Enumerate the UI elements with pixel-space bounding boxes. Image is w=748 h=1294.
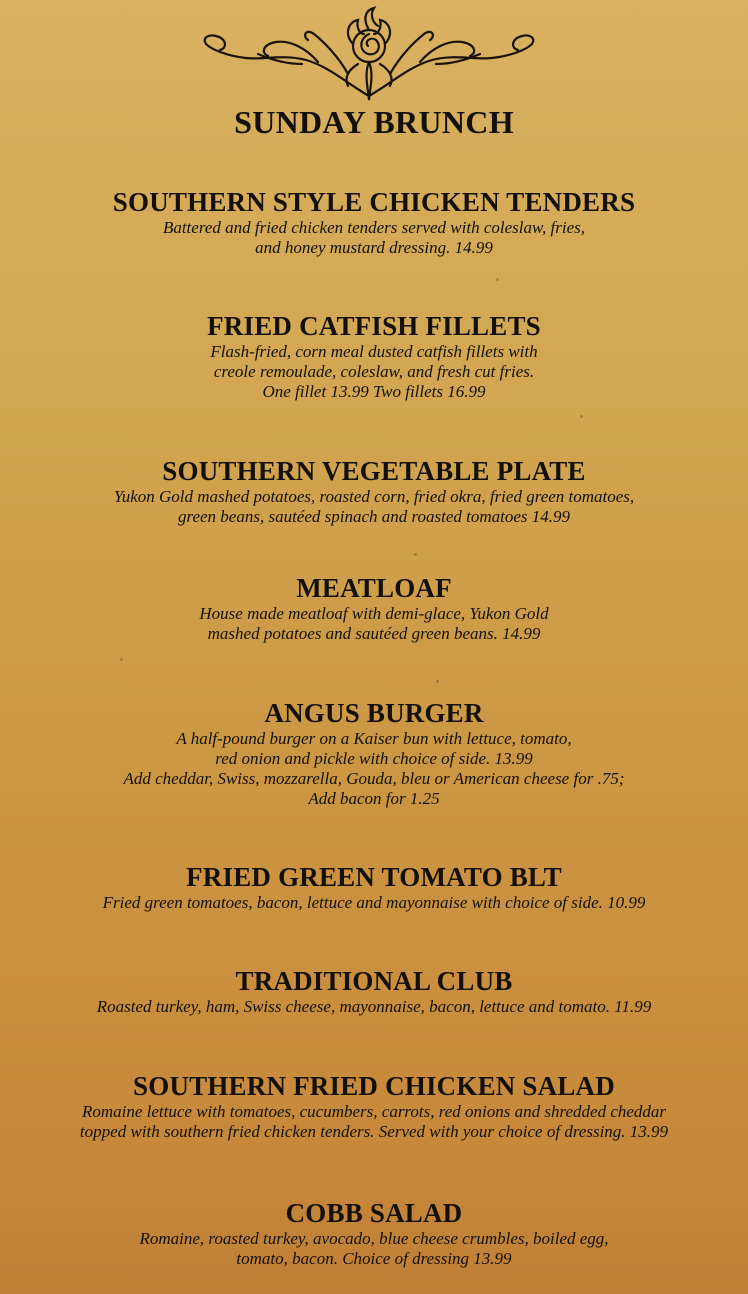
menu-item-description: Battered and fried chicken tenders served with coleslaw, fries, and honey mustard dressing. 14.99	[162, 218, 586, 257]
menu-item	[0, 1197, 748, 1269]
paper-speck	[580, 415, 583, 418]
menu-item-description: Roasted turkey, ham, Swiss cheese, mayonnaise, bacon, lettuce and tomato. 11.99	[96, 997, 652, 1016]
menu-item-description: Romaine lettuce with tomatoes, cucumbers, carrots, red onions and shredded cheddar topped with southern fried chicken tenders. Served with your choice of dressing. 13.99	[79, 1102, 669, 1141]
menu-item-name: MEATLOAF	[296, 573, 452, 603]
menu-item-name: ANGUS BURGER	[264, 698, 484, 728]
menu-item-name: FRIED CATFISH FILLETS	[207, 311, 541, 341]
menu-item	[0, 861, 748, 913]
menu-item-name: SOUTHERN FRIED CHICKEN SALAD	[133, 1071, 615, 1101]
menu-item	[0, 697, 748, 809]
floral-ornament-icon	[198, 4, 540, 108]
menu-item-description: Yukon Gold mashed potatoes, roasted corn, fried okra, fried green tomatoes, green beans, sautéed spinach and roasted tomatoes 14.99	[113, 487, 635, 526]
paper-speck	[120, 658, 123, 661]
menu-item-name: FRIED GREEN TOMATO BLT	[186, 862, 562, 892]
menu-item	[0, 1070, 748, 1142]
menu-item-name: SOUTHERN VEGETABLE PLATE	[162, 456, 586, 486]
menu-item-description: House made meatloaf with demi-glace, Yukon Gold mashed potatoes and sautéed green beans. 14.99	[199, 604, 549, 643]
menu-item-description: Romaine, roasted turkey, avocado, blue cheese crumbles, boiled egg, tomato, bacon. Choice of dressing 13.99	[139, 1229, 609, 1268]
menu-item	[0, 572, 748, 644]
menu-item-description: Flash-fried, corn meal dusted catfish fillets with creole remoulade, coleslaw, and fresh cut fries. One fillet 13.99 Two fillets 16.99	[210, 342, 538, 401]
menu-item	[0, 310, 748, 402]
paper-speck	[436, 680, 439, 683]
menu-item-description: A half-pound burger on a Kaiser bun with lettuce, tomato, red onion and pickle with choice of side. 13.99 Add cheddar, Swiss, mozzarella, Gouda, bleu or American cheese for .75; Add bacon for 1.25	[123, 729, 625, 808]
menu-item-name: TRADITIONAL CLUB	[235, 966, 513, 996]
paper-speck	[496, 278, 499, 281]
menu-item	[0, 455, 748, 527]
menu-item-description: Fried green tomatoes, bacon, lettuce and mayonnaise with choice of side. 10.99	[102, 893, 646, 912]
menu-item-name: SOUTHERN STYLE CHICKEN TENDERS	[112, 187, 636, 217]
paper-speck	[414, 553, 417, 556]
menu-item-name: COBB SALAD	[285, 1198, 463, 1228]
menu-item	[0, 186, 748, 258]
menu-item	[0, 965, 748, 1017]
page-title: SUNDAY BRUNCH	[234, 104, 514, 140]
